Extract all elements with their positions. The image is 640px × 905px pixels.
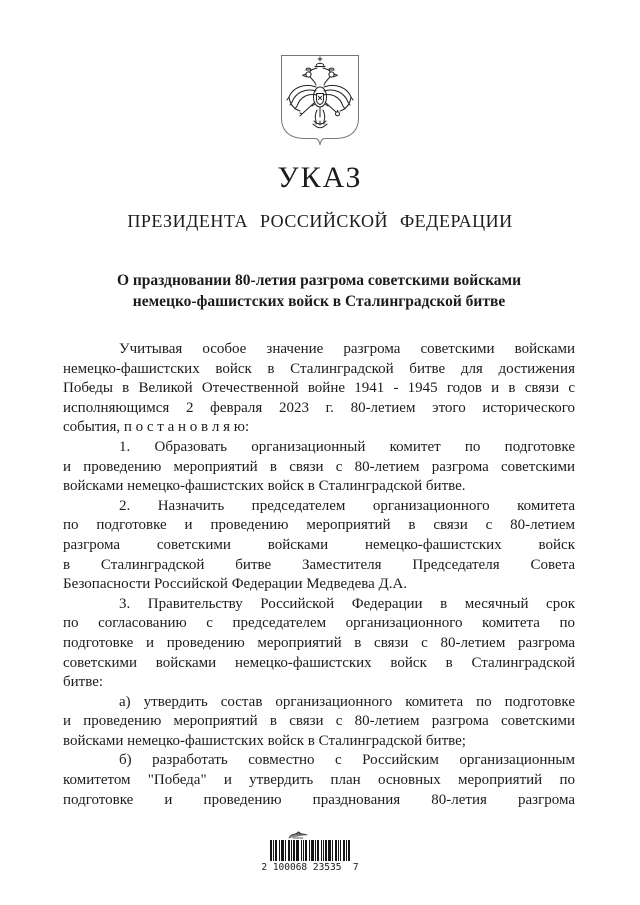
decree-subtitle: ПРЕЗИДЕНТА РОССИЙСКОЙ ФЕДЕРАЦИИ [127, 211, 513, 231]
body-line: и проведению мероприятий в связи с 80-летием разгрома советскими [63, 713, 575, 730]
body-line: подготовке и проведению мероприятий в связи с 80-летием разгрома [63, 634, 575, 651]
body-line: и проведению мероприятий в связи с 80-летием разгрома советскими [63, 458, 575, 475]
body-line: в Сталинградской битве Заместителя Председателя Совета [63, 556, 575, 573]
body-line: битве: [63, 674, 104, 691]
body-line: разгрома советскими войсками немецко-фашистских войск [63, 536, 575, 553]
body-line: а) утвердить состав организационного комитета по подготовке [119, 693, 575, 710]
barcode-bars [270, 840, 350, 861]
barcode-digits: 2 100068 23535 7 [261, 862, 359, 873]
print-mark-icon [286, 829, 310, 840]
body-line: Победы в Великой Отечественной войне 1941 - 1945 годов и в связи с [63, 380, 575, 397]
barcode-block [256, 829, 364, 873]
body-line: советскими войсками немецко-фашистских войск в Сталинградской [63, 654, 575, 671]
body-line: подготовке и проведению празднования 80-летия разгрома [63, 791, 575, 808]
body-line: немецко-фашистских войск в Сталинградской битве для достижения [63, 360, 575, 377]
body-line: 2. Назначить председателем организационного комитета [119, 497, 575, 514]
body-line: по подготовке и проведению мероприятий в связи с 80-летием [63, 517, 575, 534]
body-line: Учитывая особое значение разгрома советскими войсками [119, 341, 575, 357]
body-line: комитетом "Победа" и утвердить план основных мероприятий по [63, 772, 575, 789]
decree-subject-heading [63, 271, 575, 312]
subject-line-1: О праздновании 80-летия разгрома советскими войсками [116, 272, 522, 289]
double-headed-eagle [287, 57, 353, 128]
body-line: события, п о с т а н о в л я ю: [63, 419, 250, 436]
body-line: 3. Правительству Российской Федерации в месячный срок [119, 595, 575, 612]
body-line: 1. Образовать организационный комитет по подготовке [119, 438, 575, 455]
body-line: Безопасности Российской Федерации Медведева Д.А. [63, 576, 408, 593]
barcode-bar [348, 840, 350, 861]
body-line: исполняющимся 2 февраля 2023 г. 80-летием этого исторического [63, 399, 575, 416]
subject-line-2: немецко-фашистских войск в Сталинградской битве [132, 292, 506, 310]
russia-coat-of-arms-icon [280, 54, 360, 147]
body-line: войсками немецко-фашистских войск в Сталинградской битве; [63, 732, 466, 749]
body-line: б) разработать совместно с Российским организационным [119, 752, 575, 769]
decree-body-text [63, 340, 575, 810]
body-line: войсками немецко-фашистских войск в Сталинградской битве. [63, 478, 466, 495]
decree-title: УКАЗ [277, 161, 363, 194]
body-line: по согласованию с председателем организационного комитета по [63, 615, 575, 632]
